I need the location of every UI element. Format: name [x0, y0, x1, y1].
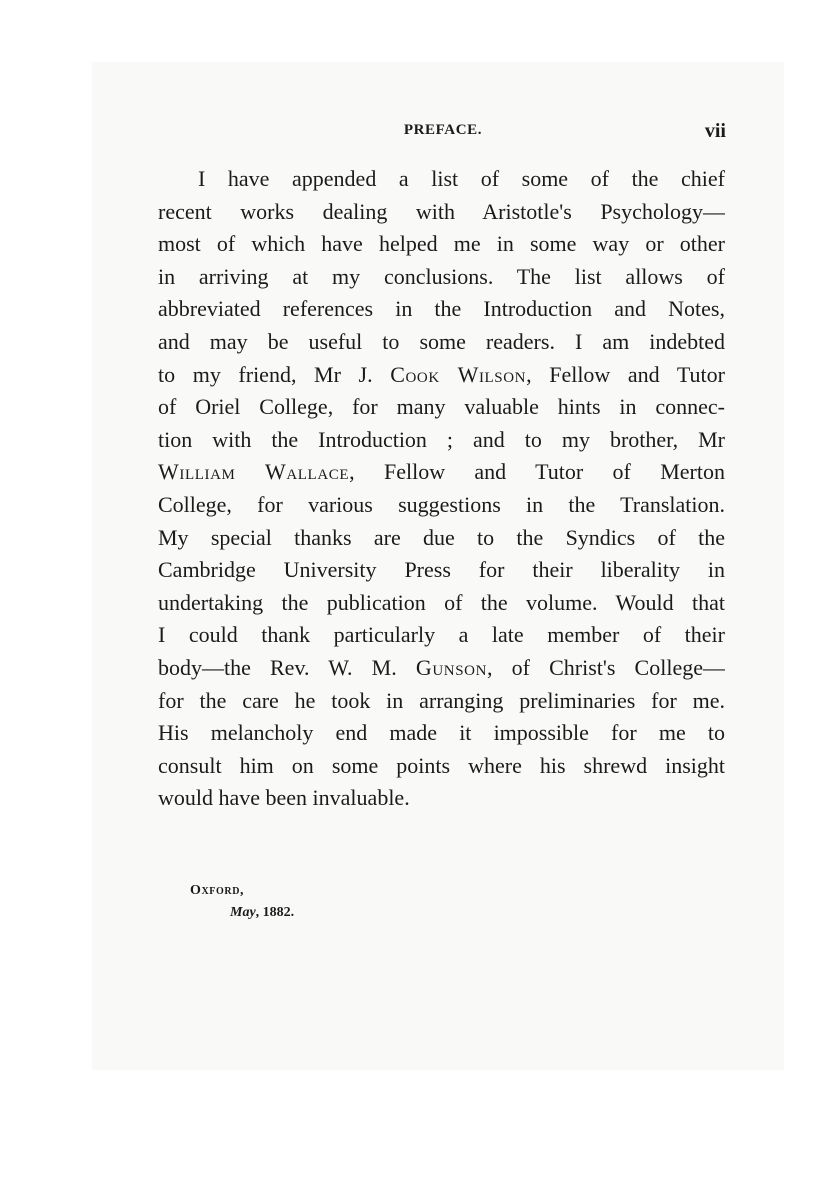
paragraph-line	[158, 293, 725, 326]
signature-month: May	[230, 905, 256, 920]
signature-block	[190, 880, 390, 924]
preface-paragraph	[158, 163, 725, 815]
line-text: in arriving at my conclusions. The list allows of	[158, 263, 725, 289]
line-text: of Oriel College, for many valuable hints in connec-	[158, 394, 725, 420]
line-text: Cambridge University Press for their liberality in	[158, 557, 725, 583]
paragraph-line	[158, 424, 725, 457]
paragraph-line	[158, 456, 725, 489]
line-text: His melancholy end made it impossible for me to	[158, 720, 725, 746]
paragraph-line	[158, 685, 725, 718]
line-text: My special thanks are due to the Syndics of the	[158, 524, 725, 550]
line-text: body—the Rev. W. M.	[158, 654, 416, 680]
name-small-caps: Cook Wilson	[390, 361, 527, 387]
paragraph-line	[158, 359, 725, 392]
paragraph-line	[158, 782, 725, 815]
line-text: recent works dealing with Aristotle's Psychology—	[158, 198, 725, 224]
paragraph-line	[158, 196, 725, 229]
line-text: College, for various suggestions in the Translation.	[158, 491, 725, 517]
line-text: tion with the Introduction ; and to my brother, Mr	[158, 426, 725, 452]
line-text: and may be useful to some readers. I am indebted	[158, 328, 725, 354]
line-text: , of Christ's College—	[487, 654, 725, 680]
paragraph-line	[158, 652, 725, 685]
line-text: undertaking the publication of the volume. Would that	[158, 589, 725, 615]
paragraph-line	[158, 326, 725, 359]
line-text: , Fellow and Tutor	[526, 361, 725, 387]
line-text: I have appended a list of some of the chief	[198, 166, 725, 191]
line-text: most of which have helped me in some way or other	[158, 231, 725, 257]
name-small-caps: William Wallace	[158, 459, 350, 485]
page-number: vii	[704, 120, 726, 142]
line-text: , Fellow and Tutor of Merton	[349, 459, 725, 485]
line-text: consult him on some points where his shrewd insight	[158, 752, 725, 778]
paragraph-line	[158, 554, 725, 587]
paragraph-line	[158, 717, 725, 750]
line-text: to my friend, Mr J.	[158, 361, 391, 387]
line-text: abbreviated references in the Introduction and Notes,	[158, 296, 725, 322]
paragraph-line	[158, 750, 725, 783]
running-head	[160, 122, 726, 150]
line-text: would have been invaluable.	[158, 785, 410, 811]
paragraph-line	[158, 619, 725, 652]
paragraph-line	[158, 261, 725, 294]
line-text: for the care he took in arranging preliminaries for me.	[158, 687, 725, 713]
signature-date	[190, 902, 390, 924]
paragraph-line	[158, 228, 725, 261]
signature-year: , 1882.	[255, 905, 295, 920]
line-text: I could thank particularly a late member of their	[158, 622, 725, 648]
paragraph-line	[158, 587, 725, 620]
paragraph-line	[158, 489, 725, 522]
signature-place: Oxford,	[190, 883, 245, 898]
running-title: PREFACE.	[403, 122, 483, 138]
name-small-caps: Gunson	[415, 654, 488, 680]
paragraph-line	[158, 522, 725, 555]
paragraph-line	[158, 163, 725, 196]
paragraph-line	[158, 391, 725, 424]
